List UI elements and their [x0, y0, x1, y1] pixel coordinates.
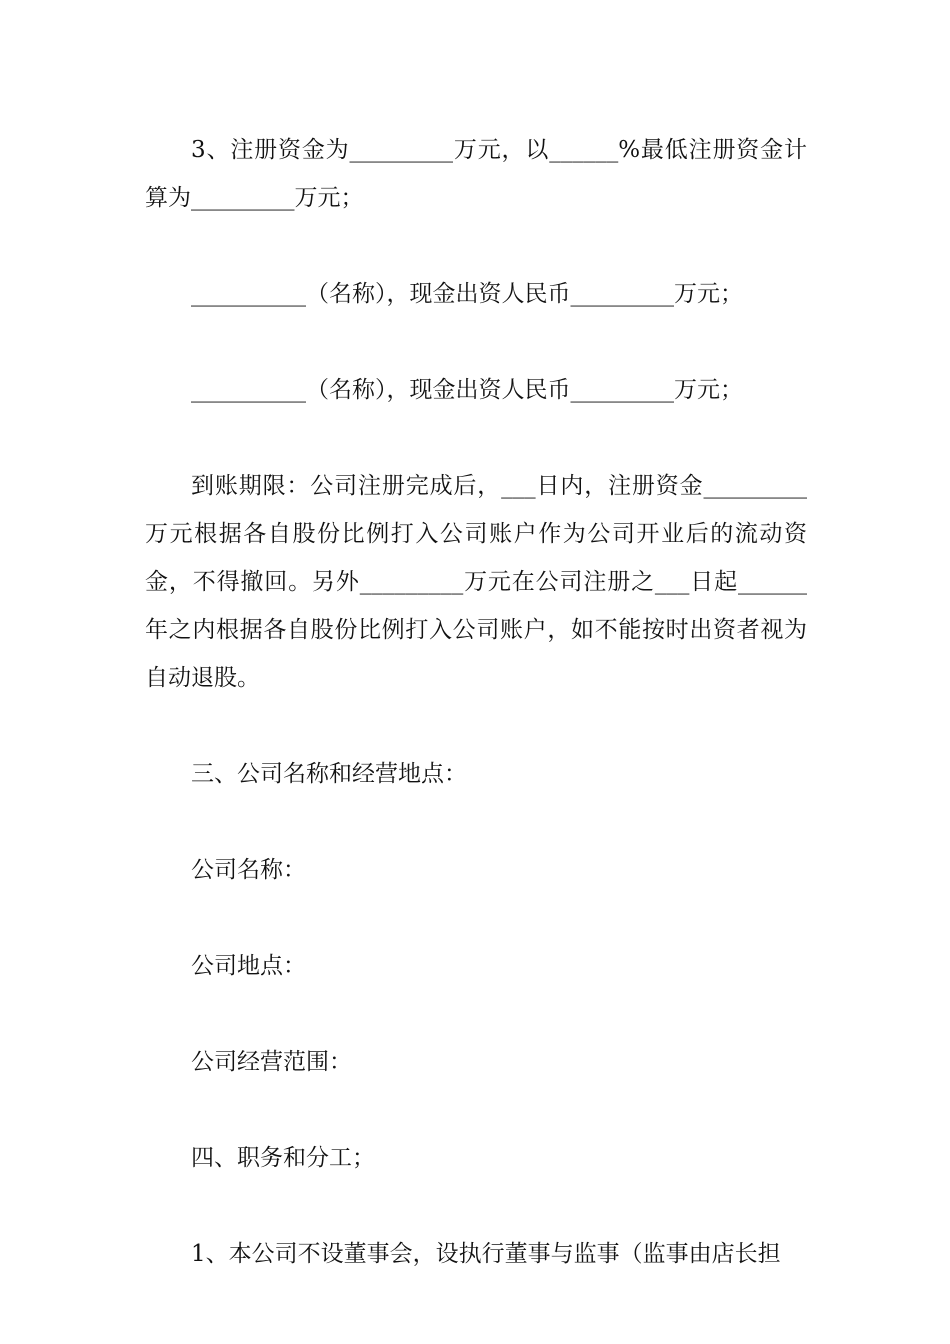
paragraph-investor-2: __________（名称），现金出资人民币_________万元； — [191, 377, 743, 403]
field-company-name: 公司名称： — [191, 857, 306, 883]
paragraph-board-structure: 1、本公司不设董事会，设执行董事与监事（监事由店长担 — [191, 1241, 781, 1267]
section-heading-duties: 四、职务和分工； — [191, 1145, 375, 1171]
paragraph-payment-deadline: 到账期限：公司注册完成后，___日内，注册资金_________万元根据各自股份比例打入公司账户作为公司开业后的流动资金，不得撤回。另外_________万元在公司注册之___日起______年之内根据各自股份比例打入公司账户，如不能按时出资者视为自动退股。 — [145, 473, 807, 691]
field-business-scope: 公司经营范围： — [191, 1049, 352, 1075]
paragraph-registered-capital: 3、注册资金为_________万元，以______%最低注册资金计算为_________万元； — [145, 137, 807, 211]
paragraph-investor-1: __________（名称），现金出资人民币_________万元； — [191, 281, 743, 307]
field-company-location: 公司地点： — [191, 953, 306, 979]
document-body — [145, 126, 807, 1326]
section-heading-company-name-location: 三、公司名称和经营地点： — [191, 761, 467, 787]
